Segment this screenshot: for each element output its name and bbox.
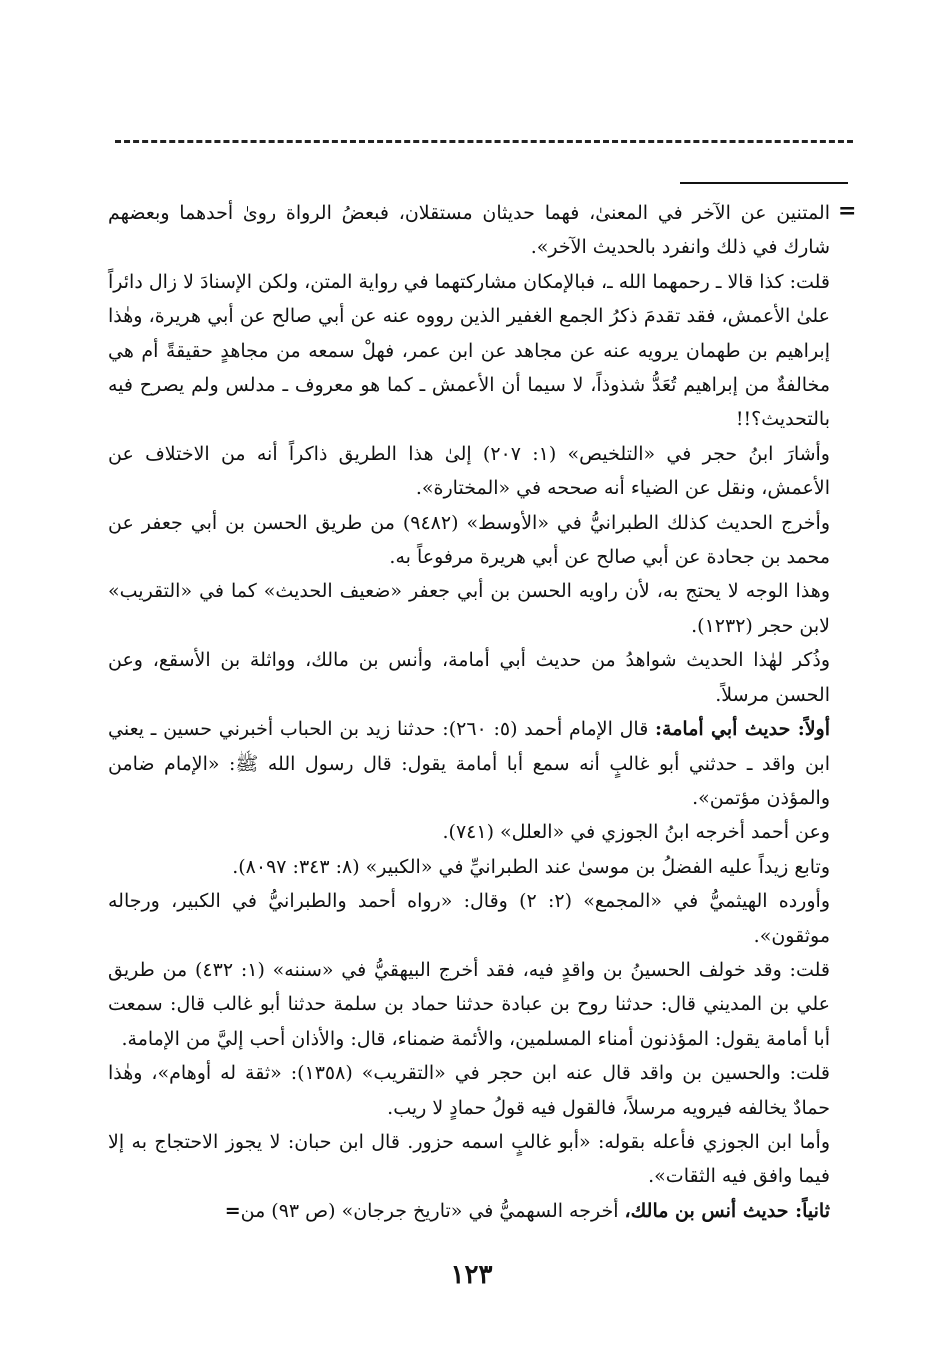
footnote-separator [680, 182, 848, 184]
paragraph: وعن أحمد أخرجه ابنُ الجوزي في «العلل» (٧٤١). [442, 821, 830, 844]
paragraph: وأورده الهيثميُّ في «المجمع» (٢: ٢) وقال: «رواه أحمد والطبرانيُّ في الكبير، ورجاله موثقون». [108, 890, 830, 947]
paragraph: وأخرج الحديث كذلك الطبرانيُّ في «الأوسط» (٩٤٨٢) من طريق الحسن بن أبي جعفر عن محمد بن جحادة عن أبي صالح عن أبي هريرة مرفوعاً به. [108, 511, 831, 569]
paragraph: وذُكر لهٰذا الحديث شواهدُ من حديث أبي أمامة، وأنس بن مالك، وواثلة بن الأسقع، وعن الحسن مرسلاً. [108, 649, 830, 706]
paragraph: وأما ابن الجوزي فأعله بقوله: «أبو غالبٍ اسمه حزور. قال ابن حبان: لا يجوز الاحتجاج به إلا فيما وافق فيه الثقات». [108, 1130, 830, 1188]
paragraph: قلت: كذا قالا ـ رحمهما الله ـ، فبالإمكان مشاركتهما في رواية المتن، ولكن الإسنادَ لا زال دائراً علىٰ الأعمش، فقد تقدمَ ذكرُ الجمع الغفير الذين رووه عنه عن أبي صالح عن أبي هريرة، وهٰذا إبراهيم بن طهمان يرويه عنه عن مجاهد عن ابن عمر، فهلْ سمعه من مجاهدٍ حقيقةً أم هي مخالفةٌ من إبراهيم تُعَدُّ شذوذاً، لا سيما أن الأعمش ـ كما هو معروف ـ مدلس ولم يصرح فيه بالتحديث؟!! [108, 270, 830, 431]
continuation-marker: = [224, 1199, 241, 1222]
page-number: ١٢٣ [450, 1260, 493, 1290]
paragraph: المتنين عن الآخر في المعنىٰ، فهما حديثان مستقلان، فبعضُ الرواة روىٰ أحدهما وبعضهم شارك في ذلك وانفرد بالحديث الآخر». [108, 202, 830, 259]
footnote-text [108, 196, 830, 1228]
section-lead: ثانياً: حديث أنس بن مالك، [624, 1199, 830, 1222]
header-dashed-rule [115, 140, 853, 143]
paragraph: ثانياً: حديث أنس بن مالك، أخرجه السهميُّ في «تاريخ جرجان» (ص ٩٣) من= [224, 1199, 830, 1222]
paragraph: وهذا الوجه لا يحتج به، لأن راويه الحسن بن أبي جعفر «ضعيف الحديث» كما في «التقريب» لابن حجر (١٢٣٢). [108, 580, 830, 637]
continuation-marker: = [838, 198, 857, 224]
paragraph: وتابع زيداً عليه الفضلُ بن موسىٰ عند الطبرانيِّ في «الكبير» (٨: ٣٤٣: ٨٠٩٧). [232, 855, 830, 878]
section-lead: أولاً: حديث أبي أمامة: [655, 718, 830, 741]
paragraph: قلت: والحسين بن واقد قال عنه ابن حجر في «التقريب» (١٣٥٨): «ثقة له أوهام»، وهٰذا حمادٌ يخالفه فيرويه مرسلاً، فالقول فيه قولُ حمادٍ لا ريب. [108, 1062, 831, 1119]
paragraph: وأشارَ ابنُ حجر في «التلخيص» (١: ٢٠٧) إلىٰ هذا الطريق ذاكراً أنه من الاختلاف عن الأعمش، ونقل عن الضياء أنه صححه في «المختارة». [108, 442, 830, 500]
paragraph: قلت: وقد خولف الحسينُ بن واقدٍ فيه، فقد أخرج البيهقيُّ في «سننه» (١: ٤٣٢) من طريق علي بن المديني قال: حدثنا روح بن عبادة حدثنا حماد بن سلمة حدثنا أبو غالب قال: سمعت أبا أمامة يقول: المؤذنون أمناء المسلمين، والأئمة ضمناء، قال: والأذان أحب إليَّ من الإمامة. [108, 958, 830, 1050]
paragraph: أولاً: حديث أبي أمامة: قال الإمام أحمد (٥: ٢٦٠): حدثنا زيد بن الحباب أخبرني حسين ـ يعني ابن واقد ـ حدثني أبو غالبٍ أنه سمع أبا أمامة يقول: قال رسول الله ﷺ: «الإمام ضامن والمؤذن مؤتمن». [108, 718, 830, 809]
